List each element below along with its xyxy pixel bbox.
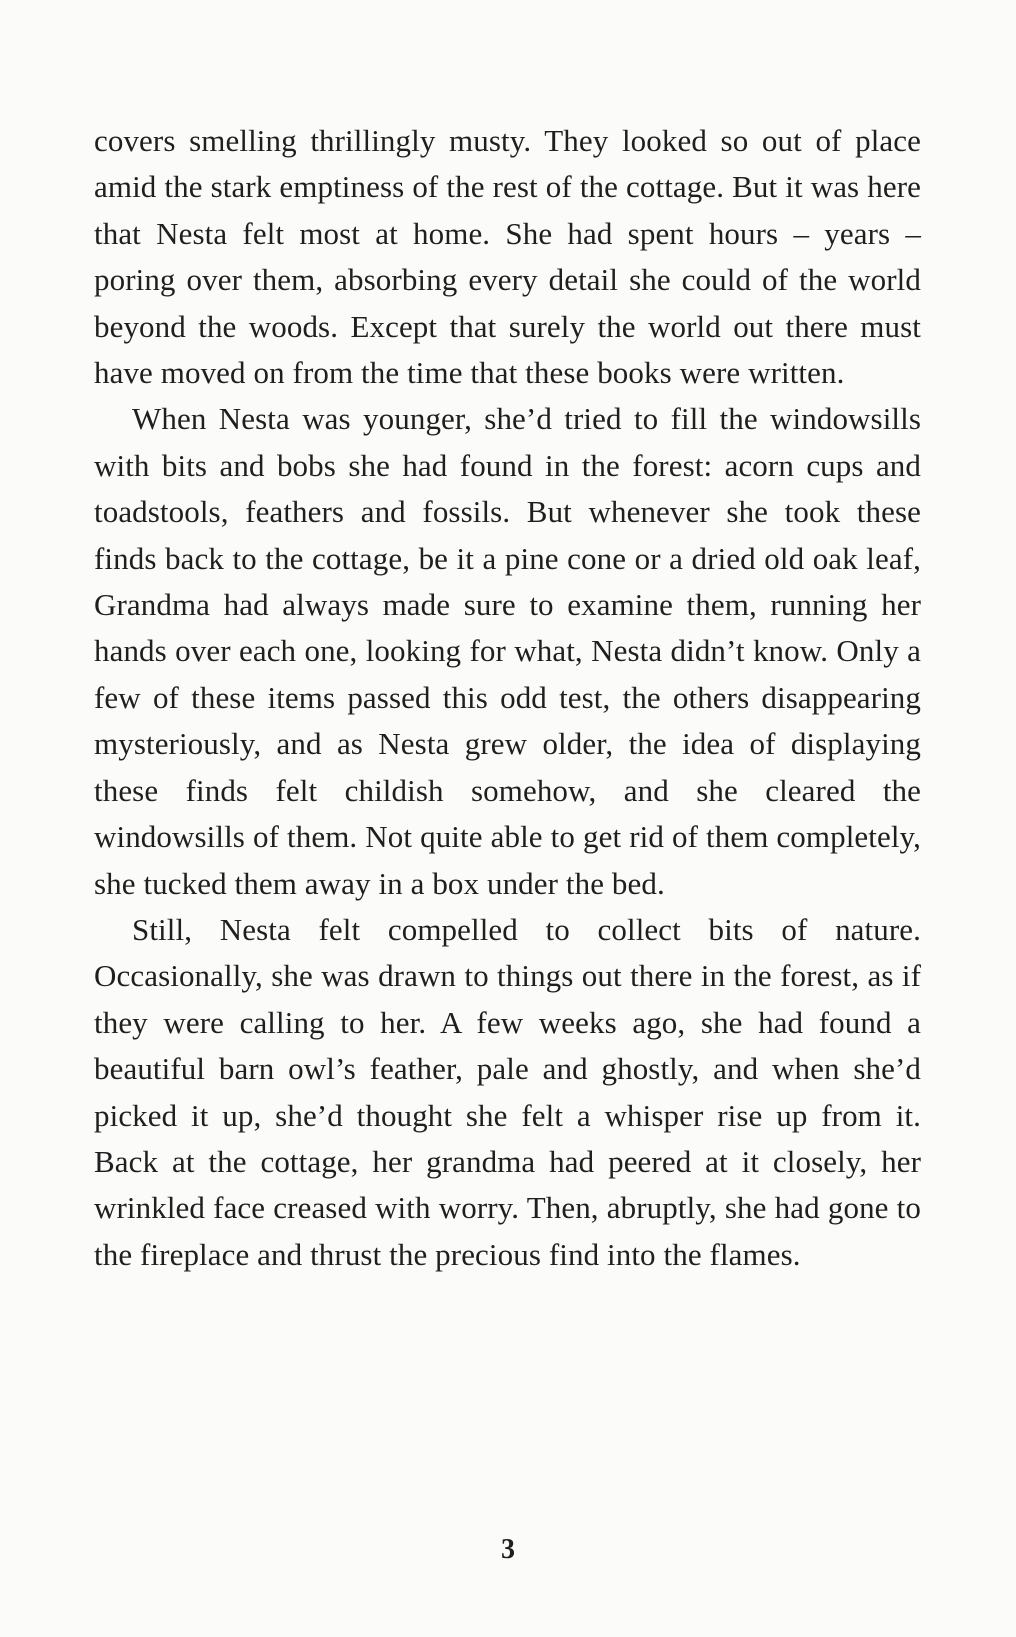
body-text [94, 118, 921, 1278]
paragraph-continued: covers smelling thrillingly musty. They looked so out of place amid the stark emptiness of the rest of the cottage. But it was here that Nesta felt most at home. She had spent hours – years – poring over them, absorbing every detail she could of the world beyond the woods. Except that surely the world out there must have moved on from the time that these books were written. [94, 123, 921, 391]
paragraph-owl-feather: Still, Nesta felt compelled to collect bits of nature. Occasionally, she was drawn to things out there in the forest, as if they were calling to her. A few weeks ago, she had found a beautiful barn owl’s feather, pale and ghostly, and when she’d picked it up, she’d thought she felt a whisper rise up from it. Back at the cottage, her grandma had peered at it closely, her wrinkled face creased with worry. Then, abruptly, she had gone to the fireplace and thrust the precious find into the flames. [94, 911, 921, 1272]
paragraph-windowsills: When Nesta was younger, she’d tried to fill the windowsills with bits and bobs she had found in the forest: acorn cups and toadstools, feathers and fossils. But whenever she took these finds back to the cottage, be it a pine cone or a dried old oak leaf, Grandma had always made sure to examine them, running her hands over each one, looking for what, Nesta didn’t know. Only a few of these items passed this odd test, the others disappearing mysteriously, and as Nesta grew older, the idea of displaying these finds felt childish somehow, and she cleared the windowsills of them. Not quite able to get rid of them completely, she tucked them away in a box under the bed. [94, 401, 921, 901]
page-number: 3 [501, 1534, 515, 1565]
